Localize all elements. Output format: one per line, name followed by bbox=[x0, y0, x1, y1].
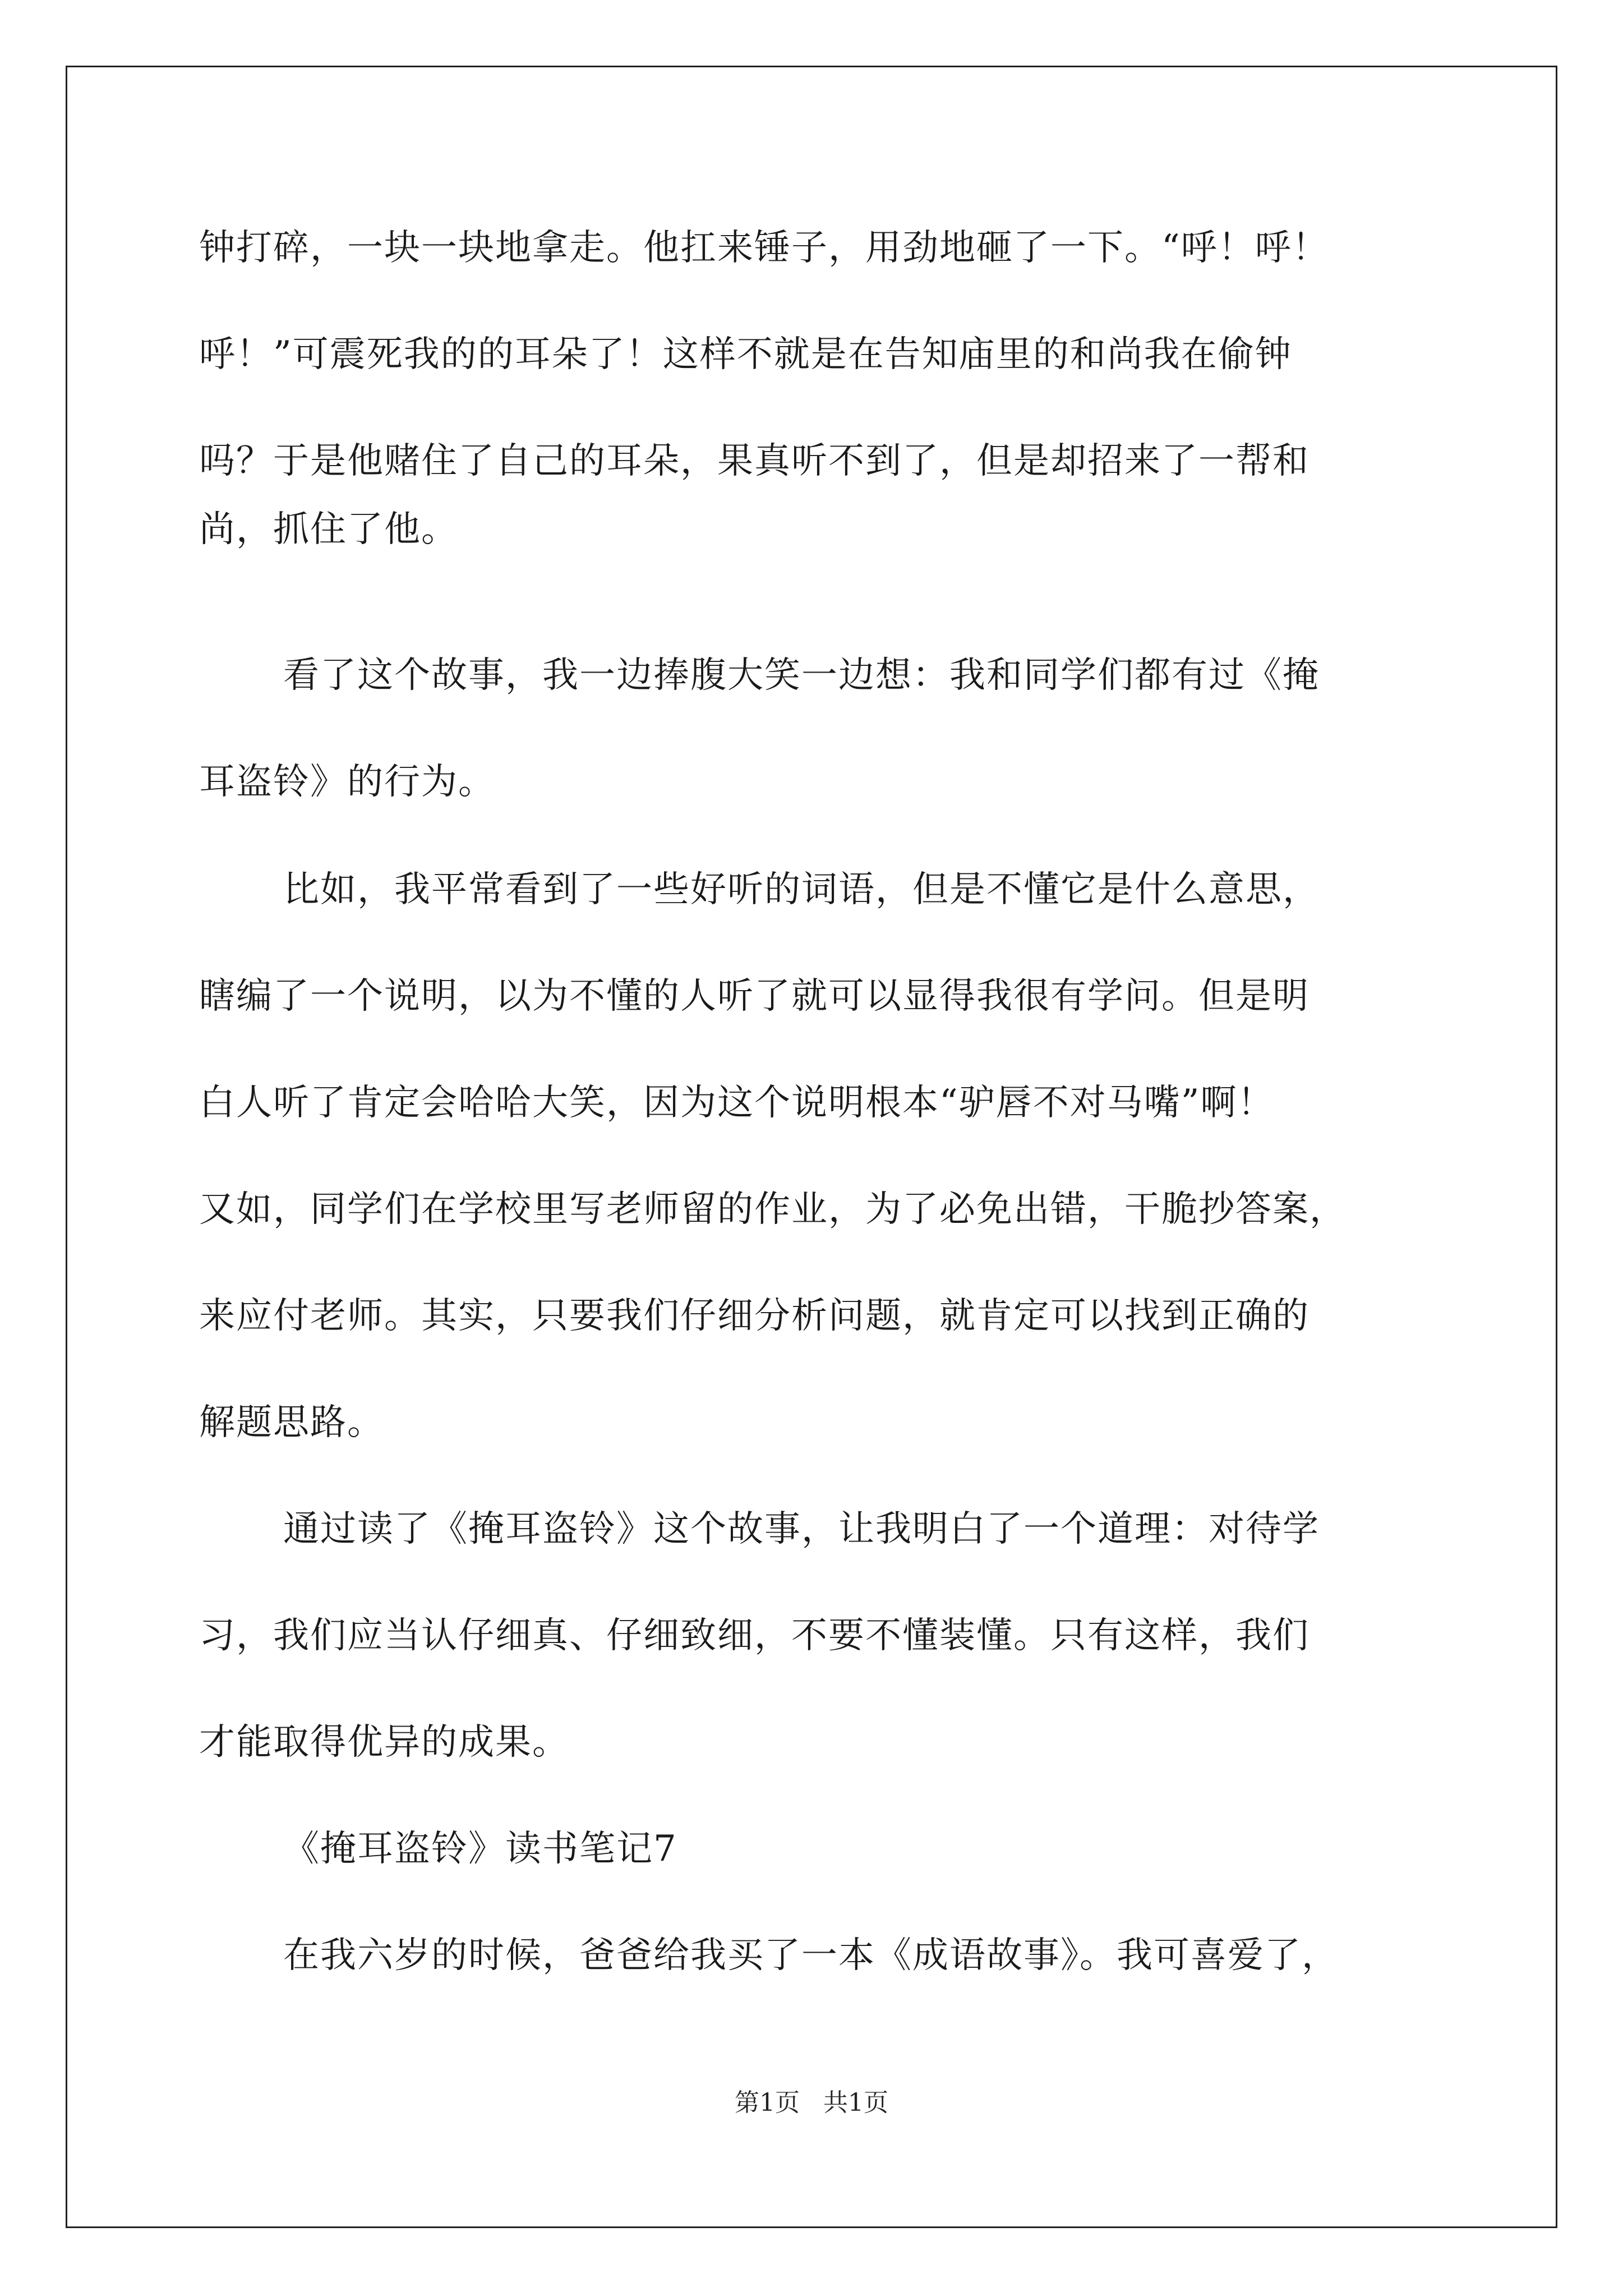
paragraph-first-line: 通过读了《掩耳盗铃》这个故事，让我明白了一个道理：对待学 bbox=[283, 1508, 1320, 1550]
text-line: 白人听了肯定会哈哈大笑，因为这个说明根本“驴唇不对马嘴”啊！ bbox=[199, 1082, 1275, 1124]
section-heading: 《掩耳盗铃》读书笔记7 bbox=[283, 1828, 677, 1870]
paragraph-first-line: 比如，我平常看到了一些好听的词语，但是不懂它是什么意思， bbox=[283, 869, 1320, 910]
text-line: 解题思路。 bbox=[199, 1402, 384, 1443]
text-line: 吗？于是他赌住了自己的耳朵，果真听不到了，但是却招来了一帮和 bbox=[199, 440, 1310, 482]
paragraph-first-line: 在我六岁的时候，爸爸给我买了一本《成语故事》。我可喜爱了， bbox=[283, 1935, 1339, 1976]
paragraph-first-line: 看了这个故事，我一边捧腹大笑一边想：我和同学们都有过《掩 bbox=[283, 655, 1320, 696]
page-footer: 第1页 共1页 bbox=[735, 2088, 888, 2117]
text-line: 尚，抓住了他。 bbox=[199, 509, 458, 550]
text-line: 耳盗铃》的行为。 bbox=[199, 761, 495, 803]
text-line: 瞎编了一个说明，以为不懂的人听了就可以显得我很有学问。但是明 bbox=[199, 976, 1310, 1017]
text-line: 才能取得优异的成果。 bbox=[199, 1722, 569, 1763]
page-border bbox=[66, 66, 1557, 2228]
text-line: 习，我们应当认仔细真、仔细致细，不要不懂装懂。只有这样，我们 bbox=[199, 1615, 1310, 1657]
text-line: 钟打碎，一块一块地拿走。他扛来锤子，用劲地砸了一下。“呼！呼！ bbox=[199, 227, 1329, 269]
text-line: 来应付老师。其实，只要我们仔细分析问题，就肯定可以找到正确的 bbox=[199, 1295, 1310, 1337]
text-line: 又如，同学们在学校里写老师留的作业，为了必免出错，干脆抄答案， bbox=[199, 1189, 1347, 1230]
text-line: 呼！”可震死我的的耳朵了！这样不就是在告知庙里的和尚我在偷钟 bbox=[199, 334, 1292, 375]
